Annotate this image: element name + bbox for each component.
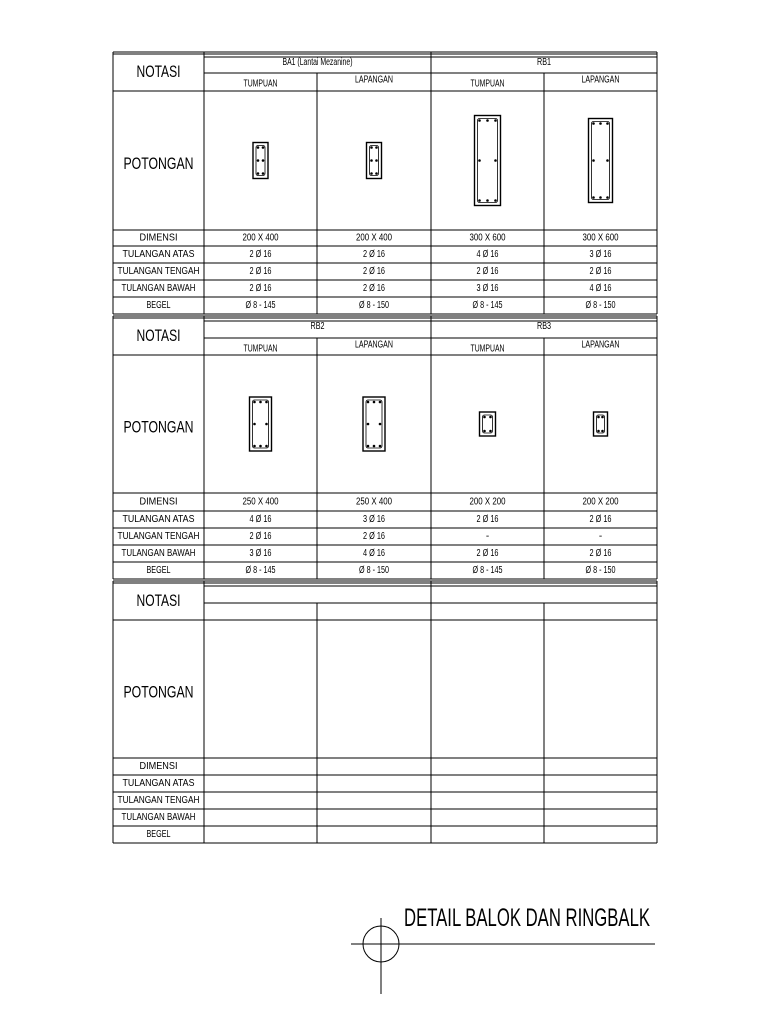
row-label-tulangan-atas: TULANGAN ATAS: [122, 514, 195, 526]
cell-tengah: -: [598, 531, 603, 543]
beam-section-drawing: [367, 143, 382, 179]
cell-tengah: 2 Ø 16: [476, 266, 499, 278]
rebar-dot: [606, 159, 609, 162]
rebar-dot: [259, 401, 262, 404]
rebar-dot: [478, 119, 481, 122]
rebar-dot: [489, 416, 492, 419]
cell-bawah: 2 Ø 16: [249, 283, 272, 295]
beam-name: RB3: [537, 321, 552, 333]
beam-section-drawing: [594, 412, 608, 436]
rebar-dot: [367, 445, 370, 448]
title-block: [351, 904, 655, 994]
rebar-dot: [494, 119, 497, 122]
rebar-dot: [592, 196, 595, 199]
cell-tengah: -: [485, 531, 490, 543]
position-label-tumpuan: TUMPUAN: [243, 78, 278, 90]
rebar-dot: [599, 122, 602, 125]
rebar-dot: [253, 401, 256, 404]
beam-name: RB2: [310, 321, 325, 333]
row-label-tulangan-bawah: TULANGAN BAWAH: [121, 283, 196, 295]
row-label-tulangan-tengah: TULANGAN TENGAH: [117, 795, 200, 807]
cell-dimensi: 300 X 600: [469, 232, 506, 244]
cell-tengah: 2 Ø 16: [249, 266, 272, 278]
rebar-dot: [483, 430, 486, 433]
rebar-dot: [367, 423, 370, 426]
row-label-begel: BEGEL: [146, 829, 171, 841]
row-label-begel: BEGEL: [146, 300, 171, 312]
rebar-dot: [606, 196, 609, 199]
rebar-dot: [375, 159, 378, 162]
rebar-dot: [494, 199, 497, 202]
row-label-dimensi: DIMENSI: [139, 232, 178, 244]
row-label-tulangan-atas: TULANGAN ATAS: [122, 249, 195, 261]
cell-dimensi: 250 X 400: [356, 496, 393, 508]
potongan-label: POTONGAN: [123, 682, 194, 702]
cell-atas: 4 Ø 16: [476, 249, 499, 261]
rebar-dot: [379, 423, 382, 426]
rebar-dot: [262, 146, 265, 149]
cell-dimensi: 300 X 600: [582, 232, 619, 244]
rebar-dot: [379, 401, 382, 404]
rebar-dot: [494, 159, 497, 162]
rebar-dot: [367, 401, 370, 404]
cell-atas: 4 Ø 16: [249, 514, 272, 526]
rebar-dot: [597, 416, 600, 419]
rebar-dot: [606, 122, 609, 125]
potongan-label: POTONGAN: [123, 417, 194, 437]
rebar-dot: [599, 196, 602, 199]
position-label-tumpuan: TUMPUAN: [470, 78, 505, 90]
rebar-dot: [257, 146, 260, 149]
beam-section-drawing: [363, 397, 385, 451]
row-label-tulangan-bawah: TULANGAN BAWAH: [121, 812, 196, 824]
notasi-label: NOTASI: [136, 590, 181, 610]
rebar-dot: [379, 445, 382, 448]
cell-begel: Ø 8 - 150: [585, 300, 616, 312]
cell-atas: 2 Ø 16: [589, 514, 612, 526]
position-label-lapangan: LAPANGAN: [581, 339, 620, 351]
beam-name: BA1 (Lantai Mezanine): [282, 57, 353, 69]
rebar-dot: [253, 445, 256, 448]
cell-dimensi: 200 X 200: [469, 496, 506, 508]
row-label-tulangan-tengah: TULANGAN TENGAH: [117, 531, 200, 543]
cell-begel: Ø 8 - 150: [585, 565, 616, 577]
cell-bawah: 3 Ø 16: [476, 283, 499, 295]
cell-bawah: 2 Ø 16: [476, 548, 499, 560]
row-label-begel: BEGEL: [146, 565, 171, 577]
cell-tengah: 2 Ø 16: [363, 266, 386, 278]
cell-bawah: 3 Ø 16: [249, 548, 272, 560]
cell-begel: Ø 8 - 145: [472, 300, 503, 312]
cell-dimensi: 200 X 400: [356, 232, 393, 244]
rebar-dot: [262, 159, 265, 162]
cell-atas: 2 Ø 16: [249, 249, 272, 261]
notasi-label: NOTASI: [136, 325, 181, 345]
concrete-outline: [589, 119, 613, 203]
concrete-outline: [367, 143, 382, 179]
beam-name: RB1: [537, 57, 552, 69]
cell-tengah: 2 Ø 16: [589, 266, 612, 278]
cell-dimensi: 200 X 200: [582, 496, 619, 508]
cell-begel: Ø 8 - 145: [245, 565, 276, 577]
rebar-dot: [597, 430, 600, 433]
rebar-dot: [483, 416, 486, 419]
rebar-dot: [370, 172, 373, 175]
cell-bawah: 2 Ø 16: [589, 548, 612, 560]
cell-atas: 2 Ø 16: [363, 249, 386, 261]
position-label-lapangan: LAPANGAN: [581, 74, 620, 86]
beam-section-drawing: [250, 397, 272, 451]
concrete-outline: [480, 412, 496, 436]
cell-atas: 3 Ø 16: [363, 514, 386, 526]
beam-section-drawing: [253, 143, 268, 179]
row-label-tulangan-atas: TULANGAN ATAS: [122, 778, 195, 790]
rebar-dot: [601, 416, 604, 419]
concrete-outline: [253, 143, 268, 179]
beam-section-drawing: [480, 412, 496, 436]
cell-begel: Ø 8 - 150: [359, 300, 390, 312]
rebar-dot: [601, 430, 604, 433]
cell-begel: Ø 8 - 145: [245, 300, 276, 312]
concrete-outline: [594, 412, 608, 436]
notasi-label: NOTASI: [136, 61, 181, 81]
beam-section-drawing: [475, 116, 501, 206]
rebar-dot: [373, 445, 376, 448]
cell-tengah: 2 Ø 16: [249, 531, 272, 543]
rebar-dot: [370, 159, 373, 162]
cell-begel: Ø 8 - 145: [472, 565, 503, 577]
cell-dimensi: 200 X 400: [242, 232, 279, 244]
rebar-dot: [265, 423, 268, 426]
cell-bawah: 2 Ø 16: [363, 283, 386, 295]
row-label-dimensi: DIMENSI: [139, 761, 178, 773]
rebar-dot: [375, 146, 378, 149]
beam-section-drawing: [589, 119, 613, 203]
position-label-lapangan: LAPANGAN: [355, 339, 393, 351]
position-label-tumpuan: TUMPUAN: [243, 343, 278, 355]
cell-atas: 3 Ø 16: [589, 249, 612, 261]
rebar-dot: [486, 119, 489, 122]
rebar-dot: [373, 401, 376, 404]
rebar-dot: [262, 172, 265, 175]
cell-tengah: 2 Ø 16: [363, 531, 386, 543]
rebar-dot: [375, 172, 378, 175]
position-label-lapangan: LAPANGAN: [355, 74, 393, 86]
potongan-label: POTONGAN: [123, 153, 194, 173]
drawing-title: DETAIL BALOK DAN RINGBALK: [404, 904, 651, 932]
cell-bawah: 4 Ø 16: [363, 548, 386, 560]
rebar-dot: [592, 122, 595, 125]
rebar-dot: [257, 159, 260, 162]
rebar-dot: [370, 146, 373, 149]
cell-dimensi: 250 X 400: [242, 496, 279, 508]
cell-begel: Ø 8 - 150: [359, 565, 390, 577]
row-label-tulangan-tengah: TULANGAN TENGAH: [117, 266, 200, 278]
rebar-dot: [486, 199, 489, 202]
rebar-dot: [489, 430, 492, 433]
cell-atas: 2 Ø 16: [476, 514, 499, 526]
row-label-dimensi: DIMENSI: [139, 496, 178, 508]
row-label-tulangan-bawah: TULANGAN BAWAH: [121, 548, 196, 560]
beam-detail-tables: [113, 52, 657, 843]
rebar-dot: [257, 172, 260, 175]
rebar-dot: [478, 159, 481, 162]
rebar-dot: [592, 159, 595, 162]
cell-bawah: 4 Ø 16: [589, 283, 612, 295]
rebar-dot: [265, 401, 268, 404]
rebar-dot: [265, 445, 268, 448]
rebar-dot: [478, 199, 481, 202]
position-label-tumpuan: TUMPUAN: [470, 343, 505, 355]
rebar-dot: [259, 445, 262, 448]
rebar-dot: [253, 423, 256, 426]
